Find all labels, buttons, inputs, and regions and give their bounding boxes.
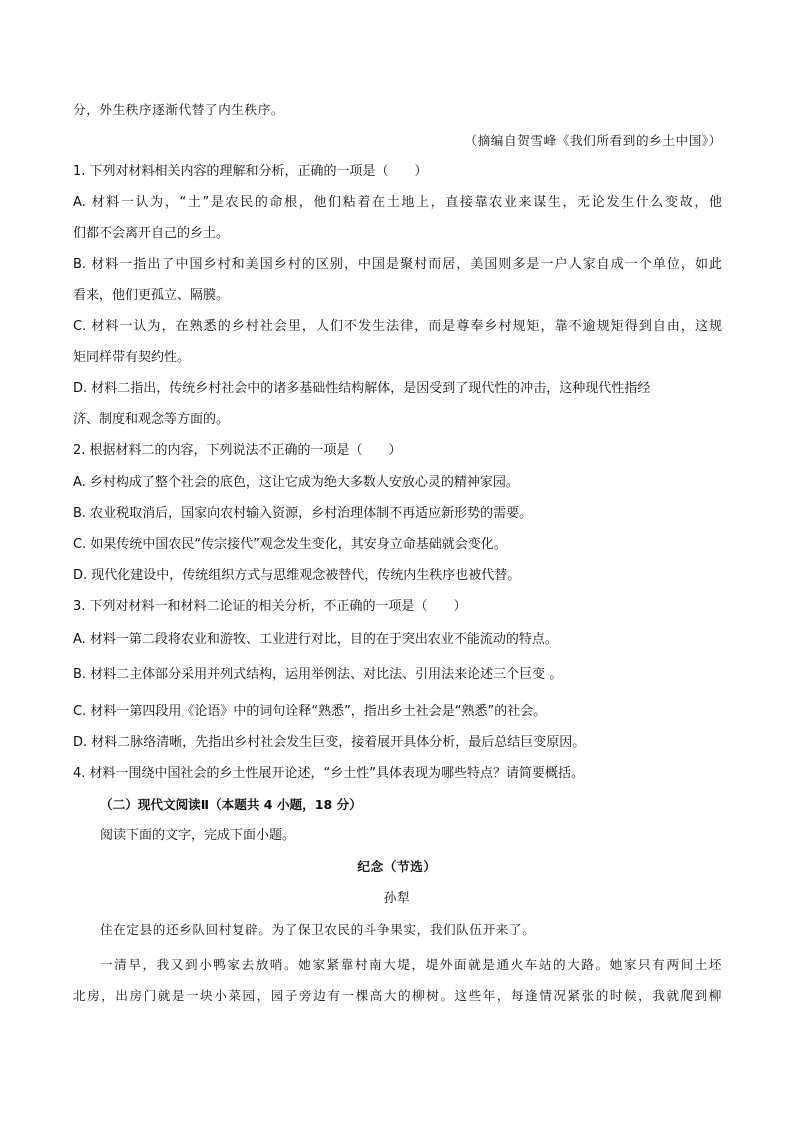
article-title: 纪念（节选） xyxy=(357,859,437,874)
question-1-option-b-line2: 看来，他们更孤立、隔膜。 xyxy=(73,288,230,303)
section-heading: （二）现代文阅读Ⅱ（本题共 4 小题，18 分） xyxy=(100,797,362,812)
question-2-option-c: C. 如果传统中国农民“传宗接代”观念发生变化，其安身立命基础就会变化。 xyxy=(73,537,507,552)
question-3-stem: 3. 下列对材料一和材料二论证的相关分析，不正确的一项是（ ） xyxy=(73,599,467,614)
reading-instruction: 阅读下面的文字，完成下面小题。 xyxy=(100,828,296,843)
question-1-option-c-line2: 矩同样带有契约性。 xyxy=(73,350,191,365)
source-note: （摘编自贺雪峰《我们所看到的乡土中国》） xyxy=(464,133,722,148)
article-paragraph-2-line2: 北房，出房门就是一块小菜园，园子旁边有一棵高大的柳树。这些年，每逢情况紧张的时候，我就爬到柳 xyxy=(73,988,722,1003)
question-2-stem: 2. 根据材料二的内容，下列说法不正确的一项是（ ） xyxy=(73,443,402,458)
question-3-option-d: D. 材料二脉络清晰，先指出乡村社会发生巨变，接着展开具体分析，最后总结巨变原因。 xyxy=(73,735,586,750)
question-1-option-d-line2: 济、制度和观念等方面的。 xyxy=(73,412,230,427)
question-1-option-a-line2: 们都不会离开自己的乡土。 xyxy=(73,226,230,241)
question-1-option-b-line1: B. 材料一指出了中国乡村和美国乡村的区别，中国是聚村而居，美国则多是一户人家自成一个单位，如此 xyxy=(73,257,722,272)
question-1-option-c-line1: C. 材料一认为，在熟悉的乡村社会里，人们不发生法律，而是尊奉乡村规矩，靠不逾规矩得到自由，这规 xyxy=(73,319,722,334)
article-paragraph-2-line1: 一清早，我又到小鸭家去放哨。她家紧靠村南大堤，堤外面就是通火车站的大路。她家只有两间土坯 xyxy=(100,957,722,972)
question-1-option-a-line1: A. 材料一认为，“土”是农民的命根，他们粘着在土地上，直接靠农业来谋生，无论发生什么变故，他 xyxy=(73,195,722,210)
question-2-option-a: A. 乡村构成了整个社会的底色，这让它成为绝大多数人安放心灵的精神家园。 xyxy=(73,475,519,490)
question-3-option-a: A. 材料一第二段将农业和游牧、工业进行对比，目的在于突出农业不能流动的特点。 xyxy=(73,632,558,647)
passage-tail: 分，外生秩序逐渐代替了内生秩序。 xyxy=(73,102,285,117)
question-2-option-d: D. 现代化建设中，传统组织方式与思维观念被替代，传统内生秩序也被代替。 xyxy=(73,568,521,583)
question-4-stem: 4. 材料一围绕中国社会的乡土性展开论述，“乡土性”具体表现为哪些特点？请简要概括。 xyxy=(73,766,585,781)
question-2-option-b: B. 农业税取消后，国家向农村输入资源，乡村治理体制不再适应新形势的需要。 xyxy=(73,506,533,521)
question-3-option-c: C. 材料一第四段用《论语》中的词句诠释“熟悉”，指出乡土社会是“熟悉”的社会。 xyxy=(73,704,547,719)
question-3-option-b: B. 材料二主体部分采用并列式结构，运用举例法、对比法、引用法来论述三个巨变 。 xyxy=(73,667,563,682)
question-1-option-d-line1: D. 材料二指出，传统乡村社会中的诸多基础性结构解体，是因受到了现代性的冲击，这种现代性指经 xyxy=(73,381,651,396)
question-1-stem: 1. 下列对材料相关内容的理解和分析，正确的一项是（ ） xyxy=(73,164,428,179)
article-paragraph-1: 住在定县的还乡队回村复辟。为了保卫农民的斗争果实，我们队伍开来了。 xyxy=(100,922,536,937)
article-author: 孙犁 xyxy=(383,890,411,905)
